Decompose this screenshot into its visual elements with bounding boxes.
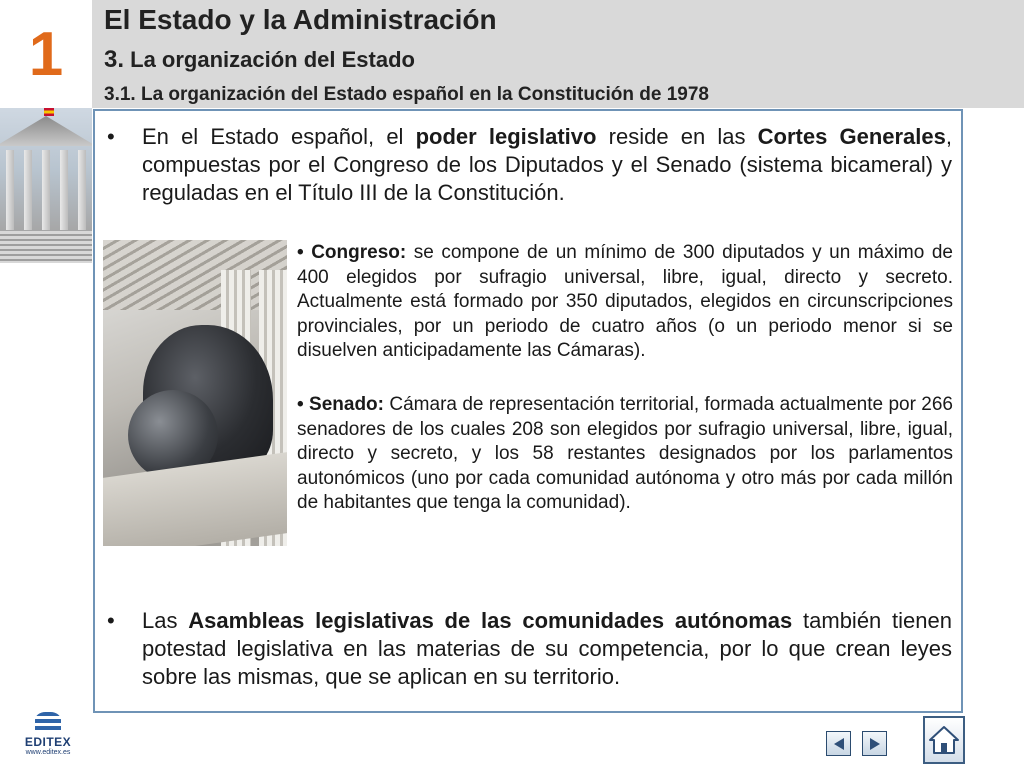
previous-slide-button[interactable] bbox=[826, 731, 851, 756]
bullet: • bbox=[107, 608, 115, 633]
text: Las bbox=[142, 608, 189, 633]
chapter-number: 1 bbox=[28, 19, 64, 89]
senado-label: • Senado: bbox=[297, 394, 384, 415]
plinth bbox=[103, 452, 287, 546]
paragraph-asambleas bbox=[107, 607, 952, 691]
arrow-right-icon bbox=[867, 736, 883, 752]
column bbox=[24, 150, 32, 230]
text: también tienen potestad legislativa en las materias de su competencia, por lo que crean leyes sobre las mismas, que se aplican en su territorio. bbox=[142, 608, 952, 689]
lion-statue-photo bbox=[103, 240, 287, 546]
header-band bbox=[92, 0, 1024, 108]
bold-term: poder legislativo bbox=[415, 124, 597, 149]
senado-text: Cámara de representación territorial, formada actualmente por 266 senadores de los cuales 208 son elegidos por sufragio universal, libre, igual, directo y secreto, y los 58 restantes designados por los parlamentos autonómicos (uno por cada comunidad autónoma y otro más por cada millón de habitantes que tenga la comunidad). bbox=[297, 394, 954, 513]
column bbox=[60, 150, 68, 230]
home-icon bbox=[928, 725, 960, 755]
bold-term: Cortes Generales bbox=[757, 124, 946, 149]
congress-building-photo bbox=[0, 108, 92, 263]
column bbox=[42, 150, 50, 230]
section-title-text: La organización del Estado bbox=[130, 47, 415, 72]
page-title: El Estado y la Administración bbox=[104, 4, 497, 35]
text: reside en las bbox=[596, 124, 758, 149]
congreso-label: • Congreso: bbox=[297, 242, 407, 263]
column bbox=[6, 150, 14, 230]
congreso-text: se compone de un mínimo de 300 diputados y un máximo de 400 elegidos por sufragio universal, libre, igual, directo y secreto. Actualmente está formado por 350 diputados, elegidos en circunscripciones provinciales, por un periodo de cuatro años (o un periodo menor si se disuelven anticipadamente las Cámaras). bbox=[297, 242, 953, 361]
arrow-left-icon bbox=[831, 736, 847, 752]
spain-flag-icon bbox=[44, 108, 54, 116]
text: , compuestas por el Congreso de los Diputados y el Senado (sistema bicameral) y reguladas en el Título III de la Constitución. bbox=[142, 124, 952, 205]
editex-logo bbox=[18, 712, 78, 762]
pediment bbox=[0, 116, 92, 146]
section-number: 3. bbox=[104, 46, 125, 73]
column bbox=[78, 150, 86, 230]
paragraph-cortes-generales bbox=[107, 123, 952, 207]
bold-term: Asambleas legislativas de las comunidades autónomas bbox=[188, 608, 793, 633]
congreso-description bbox=[297, 241, 953, 364]
section-title bbox=[104, 46, 415, 74]
logo-url: www.editex.es bbox=[25, 749, 71, 756]
text: En el Estado español, el bbox=[142, 124, 416, 149]
bullet: • bbox=[107, 124, 115, 149]
senado-description bbox=[297, 393, 953, 516]
logo-brand: EDITEX bbox=[24, 735, 72, 749]
subsection-title: 3.1. La organización del Estado español en la Constitución de 1978 bbox=[104, 84, 709, 105]
steps bbox=[0, 231, 92, 263]
content-box bbox=[93, 109, 963, 713]
editex-logo-icon bbox=[35, 712, 61, 732]
home-button[interactable] bbox=[923, 716, 965, 764]
next-slide-button[interactable] bbox=[862, 731, 887, 756]
